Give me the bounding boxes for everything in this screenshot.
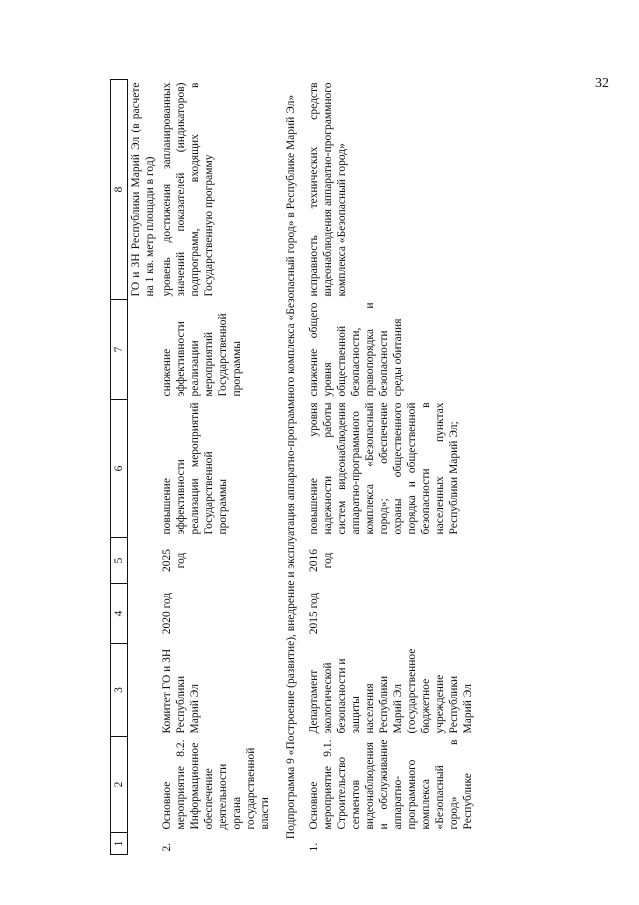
col-header-8: 8 — [111, 80, 128, 300]
end-year: 2025 год — [161, 549, 188, 572]
col-header-1: 1 — [111, 833, 128, 855]
consequence: снижение общего уровня общественной безопасности, правопорядка и безопасности среды обитания — [308, 302, 405, 397]
subprogram-title: Подпрограмма 9 «Построение (развитие), внедрение и эксплуатация аппаратно-программного комплекса «Безопасный город» в Республике Марий Эл» — [285, 94, 298, 840]
indicator-link: уровень достижения запланированных значений показателей (индикаторов) подпрограмм, входящих в Государственную программу — [161, 82, 216, 297]
start-year: 2015 год — [308, 592, 321, 635]
executor: Департамент экологической безопасности и защиты населения Республики Марий Эл (государственное бюджетное учреждение Республики Марий Эл — [308, 648, 475, 734]
rotated-table-sheet — [110, 80, 610, 855]
continuation-row — [128, 80, 160, 855]
col-header-5: 5 — [111, 538, 128, 584]
col-header-3: 3 — [111, 644, 128, 737]
measure-name: Основное мероприятие 8.2. Информационное обеспечение деятельности органа государственной власти — [161, 739, 272, 830]
col-header-4: 4 — [111, 584, 128, 644]
start-year: 2020 год — [161, 592, 174, 635]
program-measures-table — [110, 79, 477, 855]
row-number: 1. — [308, 842, 321, 852]
executor: Комитет ГО и ЗН Республики Марий Эл — [161, 648, 202, 734]
row-number: 2. — [161, 842, 174, 852]
table-row — [306, 80, 477, 855]
col-header-2: 2 — [111, 737, 128, 833]
end-year: 2016 год — [308, 549, 335, 572]
column-number-row — [111, 80, 128, 855]
continuation-indicator: ГО и ЗН Республики Марий Эл (в расчете на 1 кв. метр площади в год) — [130, 82, 157, 297]
page-number: 32 — [595, 76, 609, 91]
col-header-7: 7 — [111, 300, 128, 400]
measure-name: Основное мероприятие 9.1. Строительство сегментов видеонаблюдения и обслуживание аппаратно-программного комплекса «Безопасный город» в Республике — [308, 739, 475, 830]
expected-result: повышение уровня надежности работы систем видеонаблюдения аппаратно-программного комплекса «Безопасный город»; обеспечение охраны общественного порядка и общественной безопасности в населенных пунктах Республики Марий Эл; — [308, 402, 461, 535]
indicator-link: исправность технических средств видеонаблюдения аппаратно-программного комплекса «Безопасный город» — [308, 82, 349, 297]
consequence: снижение эффективности реализации мероприятий Государственной программы — [161, 313, 244, 397]
table-row — [159, 80, 274, 855]
expected-result: повышение эффективности реализации мероприятий Государственной программы — [161, 402, 230, 535]
col-header-6: 6 — [111, 400, 128, 538]
subprogram-row — [274, 80, 306, 855]
